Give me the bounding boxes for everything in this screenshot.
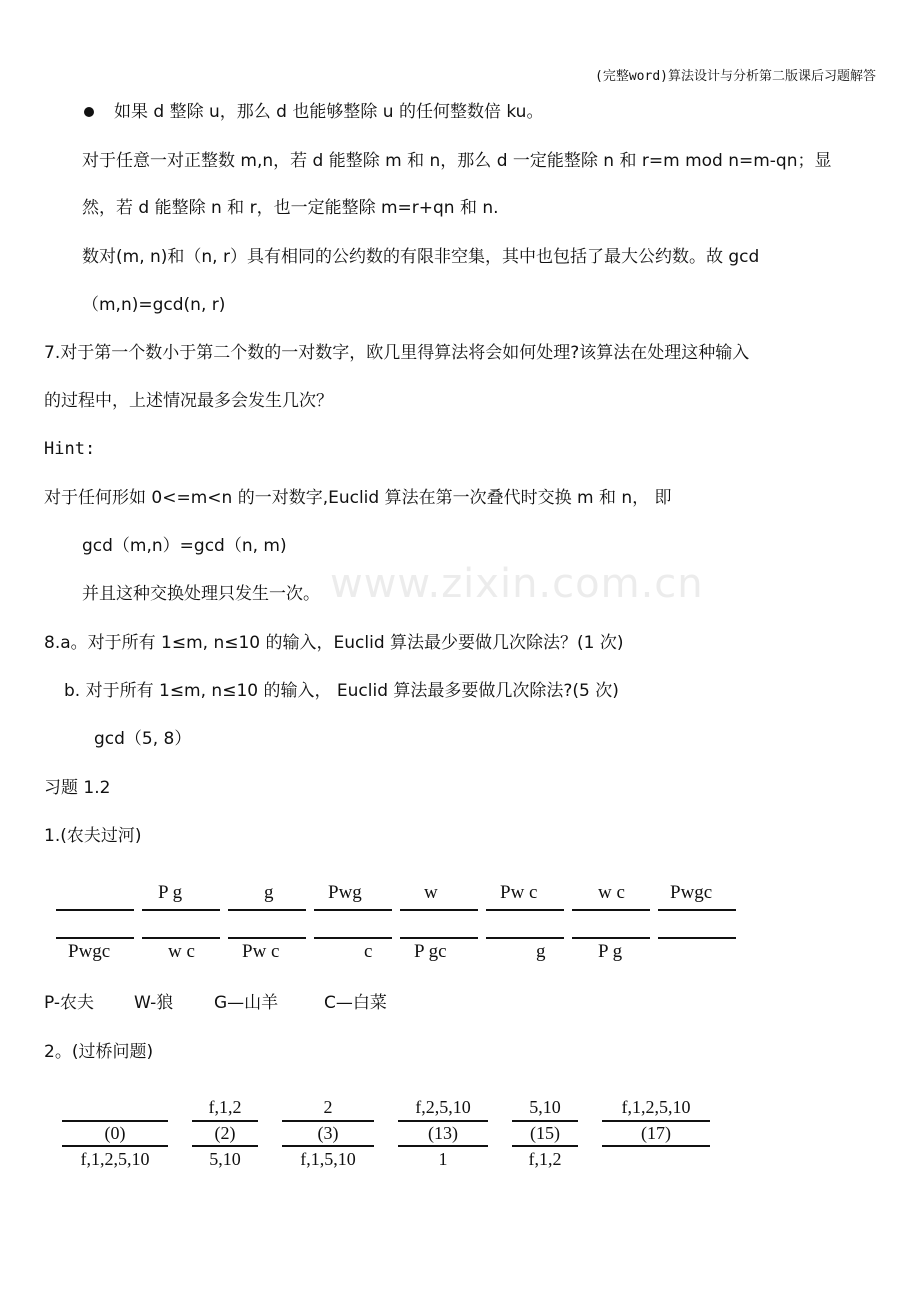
divider [142,937,220,939]
state-bottom: f,1,5,10 [300,1149,356,1169]
question-7-continued: 的过程中，上述情况最多会发生几次？ [44,391,333,411]
divider [398,1145,488,1147]
section-title: 习题 1.2 [44,778,111,798]
divider [282,1145,374,1147]
state-time: (15) [530,1123,560,1143]
divider [142,909,220,911]
bullet-text: 如果 d 整除 u，那么 d 也能够整除 u 的任何整数倍 ku。 [114,102,544,122]
state-top: f,1,2 [208,1097,242,1117]
bank-bottom: Pw c [242,941,280,962]
divider [572,937,650,939]
state-time: (2) [214,1123,236,1143]
bank-bottom: P g [598,941,623,962]
bank-top: w [424,882,438,903]
divider [228,937,306,939]
state-bottom: 5,10 [209,1149,241,1169]
state-bottom: f,1,2,5,10 [80,1149,150,1169]
problem-1-title: 1.(农夫过河) [44,826,142,846]
bank-bottom: P gc [414,941,447,962]
bank-top: Pwg [328,882,362,903]
divider [572,909,650,911]
problem-2-title: 2。(过桥问题) [44,1042,154,1062]
state-bottom: f,1,2 [528,1149,562,1169]
state-bottom: 1 [438,1149,448,1169]
divider [314,909,392,911]
state-time: (3) [317,1123,339,1143]
legend-item: G—山羊 [214,993,279,1013]
divider [56,937,134,939]
divider [314,937,392,939]
bank-top: g [264,882,274,903]
question-8a: 8.a。对于所有 1≤m, n≤10 的输入，Euclid 算法最少要做几次除法？(1 次) [44,633,624,653]
divider [400,937,478,939]
paragraph-line: 对于任意一对正整数 m,n，若 d 能整除 m 和 n，那么 d 一定能整除 n 和 r=m mod n=m-qn；显 [82,151,832,171]
bank-bottom: g [536,941,546,962]
question-8-example: gcd（5, 8） [94,729,192,749]
paragraph-line: （m,n)=gcd(n, r) [82,295,226,315]
state-time: (17) [641,1123,671,1143]
divider [192,1145,258,1147]
watermark: www.zixin.com.cn [330,561,704,607]
document-header: (完整word)算法设计与分析第二版课后习题解答 [595,69,876,84]
divider [62,1145,168,1147]
state-time: (0) [104,1123,126,1143]
state-top: f,2,5,10 [415,1097,471,1117]
divider [658,937,736,939]
divider [56,909,134,911]
hint-label: Hint: [44,439,96,459]
legend-item: C—白菜 [324,993,387,1013]
state-top: 2 [323,1097,333,1117]
state-top: 5,10 [529,1097,561,1117]
bank-top: Pwgc [670,882,713,903]
divider [228,909,306,911]
state-top: f,1,2,5,10 [621,1097,691,1117]
state-time: (13) [428,1123,458,1143]
hint-text: 并且这种交换处理只发生一次。 [82,584,320,604]
divider [602,1145,710,1147]
bank-bottom: w c [168,941,195,962]
question-8b: b. 对于所有 1≤m, n≤10 的输入， Euclid 算法最多要做几次除法?(5 次) [64,681,619,701]
legend-item: W-狼 [134,993,174,1013]
divider [486,909,564,911]
divider [512,1145,578,1147]
legend-item: P-农夫 [44,993,95,1013]
bank-top: w c [598,882,625,903]
question-7: 7.对于第一个数小于第二个数的一对数字，欧几里得算法将会如何处理?该算法在处理这种输入 [44,343,750,363]
divider [486,937,564,939]
divider [400,909,478,911]
paragraph-line: 然，若 d 能整除 n 和 r，也一定能整除 m=r+qn 和 n. [82,198,499,218]
hint-formula: gcd（m,n）=gcd（n, m) [82,536,287,556]
paragraph-line: 数对(m, n)和（n, r）具有相同的公约数的有限非空集，其中也包括了最大公约数。故 gcd [82,247,760,267]
divider [658,909,736,911]
bank-bottom: c [364,941,373,962]
bank-top: P g [158,882,183,903]
bank-bottom: Pwgc [68,941,111,962]
bullet-icon [84,107,94,117]
hint-text: 对于任何形如 0<=m<n 的一对数字,Euclid 算法在第一次叠代时交换 m 和 n， 即 [44,488,672,508]
bank-top: Pw c [500,882,538,903]
